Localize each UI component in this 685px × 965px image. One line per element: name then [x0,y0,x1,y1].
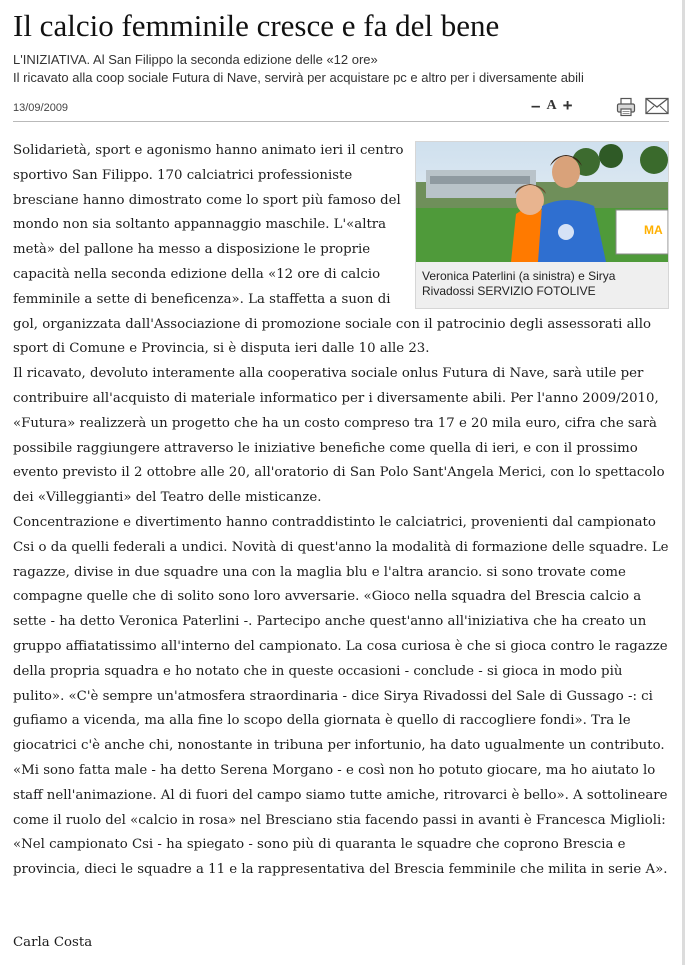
printer-icon[interactable] [616,97,636,117]
increase-font-button[interactable]: + [562,96,573,115]
article-kicker [13,51,663,87]
font-size-label: A [546,98,557,113]
decrease-font-button[interactable]: – [531,96,541,115]
font-size-tools [531,96,573,116]
kicker-line-1: L'INIZIATIVA. Al San Filippo la seconda edizione delle «12 ore» [13,52,378,67]
photo-image [416,142,668,262]
article-title: Il calcio femminile cresce e fa del bene [13,8,500,43]
header-divider [13,121,669,122]
kicker-line-2: Il ricavato alla coop sociale Futura di Nave, servirà per acquistare pc e altro per i diversamente abili [13,70,584,85]
article-date: 13/09/2009 [13,102,69,114]
article-photo [415,141,669,309]
photo-caption: Veronica Paterlini (a sinistra) e Sirya Rivadossi SERVIZIO FOTOLIVE [422,269,616,298]
photo-sign-text: MA [644,223,663,237]
article-author: Carla Costa [13,935,93,950]
paragraph-2: Il ricavato, devoluto interamente alla cooperativa sociale onlus Futura di Nave, sarà utile per contribuire all'acquisto di materiale informatico per i diversamente abili. Per l'anno 2009/2010, «Futura» realizzerà un progetto che ha un costo compreso tra 17 e 20 mila euro, cifra che sarà possibile raggiungere attraverso le iniziative benefiche come quella di ieri, e con il prossimo evento previsto il 2 ottobre alle 20, all'oratorio di San Polo Sant'Angela Merici, con lo spettacolo dei «Villeggianti» del Teatro delle misticanze. [13,366,665,506]
envelope-icon[interactable] [645,97,669,115]
paragraph-3: Concentrazione e divertimento hanno contraddistinto le calciatrici, provenienti dal campionato Csi o da quelli federali a undici. Novità di quest'anno la modalità di formazione delle squadre. Le ragazze, divise in due squadre una con la maglia blu e l'altra arancio. si sono trovate come compagne quelle che di solito sono loro avversarie. «Gioco nella squadra del Brescia calcio a sette - ha detto Veronica Paterlini -. Partecipo anche quest'anno all'iniziativa che ha creato un gruppo affiatatissimo all'interno del campionato. La cosa curiosa è che si gioca contro le ragazze della propria squadra e ho notato che in queste occasioni - conclude - si gioca in modo più pulito». «C'è sempre un'atmosfera straordinaria - dice Sirya Rivadossi del Sale di Gussago -: ci gufiamo a vicenda, ma alla fine lo scopo della giornata è quello di raccogliere fondi». Tra le giocatrici c'è anche chi, nonostante in tribuna per infortunio, ha dato ugualmente un contributo. «Mi sono fatta male - ha detto Serena Morgano - e così non ho potuto giocare, ma ho aiutato lo staff nell'animazione. Al di fuori del campo siamo tutte amiche, ritrovarci è bello». A sottolineare come il ruolo del «calcio in rosa» nel Bresciano stia facendo passi in avanti è Francesca Miglioli: «Nel campionato Csi - ha spiegato - sono più di quaranta le squadre che coprono Brescia e provincia, dieci le squadre a 11 e la rappresentativa del Brescia femminile che milita in serie A». [13,514,669,878]
paragraph-1: Solidarietà, sport e agonismo hanno animato ieri il centro sportivo San Filippo. 170 calciatrici professioniste bresciane hanno dimostrato come lo sport più famoso del mondo non sia soltanto appannaggio maschile. L'«altra metà» del pallone ha messo a disposizione le proprie capacità nella seconda edizione della «12 ore di calcio femminile a sette di beneficenza». La staffetta a suon di gol, organizzata dall'Associazione di promozione sociale con il patrocinio degli assessorati allo sport di Comune e Provincia, si è disputa ieri dalle 10 alle 23. [13,143,652,357]
